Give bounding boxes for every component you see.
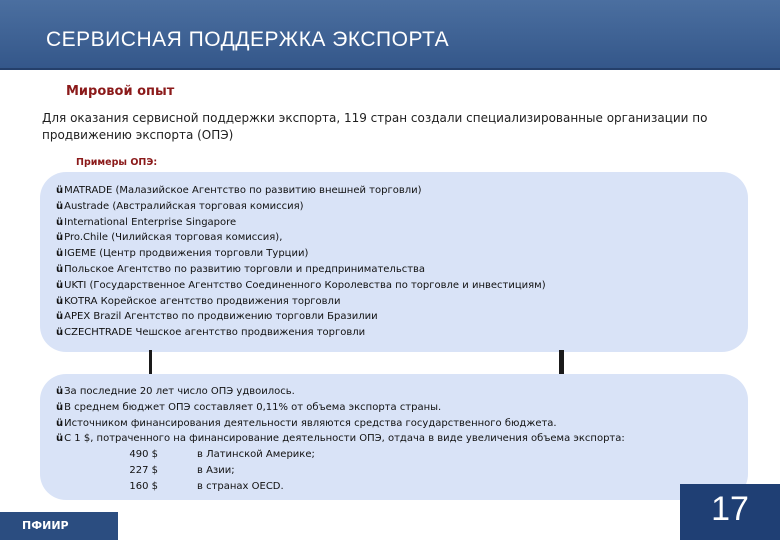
page-number-box [680, 484, 780, 540]
return-row: 490 $ в Латинской Америке; [129, 449, 315, 461]
return-row: 160 $ в странах OECD. [129, 480, 284, 492]
checkmark-icon: ü [56, 295, 64, 307]
list-item: üС 1 $, потраченного на финансирование деятельности ОПЭ, отдача в виде увеличения объема экспорта: [56, 433, 625, 445]
list-item: üInternational Enterprise Singapore [56, 216, 237, 228]
checkmark-icon: ü [56, 279, 64, 291]
list-item: üCZECHTRADE Чешское агентство продвижения торговли [56, 327, 366, 339]
checkmark-icon: ü [56, 200, 64, 212]
checkmark-icon: ü [56, 433, 64, 445]
checkmark-icon: ü [56, 216, 64, 228]
list-item: üAustrade (Австралийская торговая комиссия) [56, 200, 304, 212]
checkmark-icon: ü [56, 232, 64, 244]
checkmark-icon: ü [56, 248, 64, 260]
list-item: üIGEME (Центр продвижения торговли Турции) [56, 248, 309, 260]
facts-list [56, 384, 625, 495]
section-subtitle: Мировой опыт [66, 84, 175, 99]
checkmark-icon: ü [56, 263, 64, 275]
list-item: üMATRADE (Малазийское Агентство по развитию внешней торговли) [56, 185, 422, 196]
checkmark-icon: ü [56, 386, 64, 397]
list-item: üAPEX Brazil Агентство по продвижению торговли Бразилии [56, 311, 378, 323]
checkmark-icon: ü [56, 311, 64, 323]
list-item: üPro.Chile (Чилийская торговая комиссия), [56, 232, 283, 244]
header-bar [0, 0, 780, 70]
list-item: üЗа последние 20 лет число ОПЭ удвоилось. [56, 386, 295, 397]
list-item: üKOTRA Корейское агентство продвижения торговли [56, 295, 341, 307]
footer-brand: ПФИИР [0, 512, 118, 540]
list-item: üUKTI (Государственное Агентство Соединенного Королевства по торговле и инвестициям) [56, 279, 546, 291]
intro-text: Для оказания сервисной поддержки экспорта, 119 стран создали специализированные организации по продвижению экспорта (ОПЭ) [42, 111, 708, 142]
examples-label: Примеры ОПЭ: [76, 157, 158, 168]
connector-line-right [559, 350, 564, 376]
return-row: 227 $ в Азии; [129, 464, 235, 476]
list-item: üИсточником финансирования деятельности являются средства государственного бюджета. [56, 417, 557, 429]
checkmark-icon: ü [56, 401, 64, 413]
list-item: üПольское Агентство по развитию торговли и предпринимательства [56, 263, 426, 275]
checkmark-icon: ü [56, 185, 64, 196]
list-item: üВ среднем бюджет ОПЭ составляет 0,11% от объема экспорта страны. [56, 401, 442, 413]
checkmark-icon: ü [56, 417, 64, 429]
page-title: СЕРВИСНАЯ ПОДДЕРЖКА ЭКСПОРТА [46, 28, 450, 51]
organizations-list [56, 183, 546, 341]
connector-line-left [149, 350, 152, 376]
checkmark-icon: ü [56, 327, 64, 339]
page-number: 17 [711, 490, 749, 528]
